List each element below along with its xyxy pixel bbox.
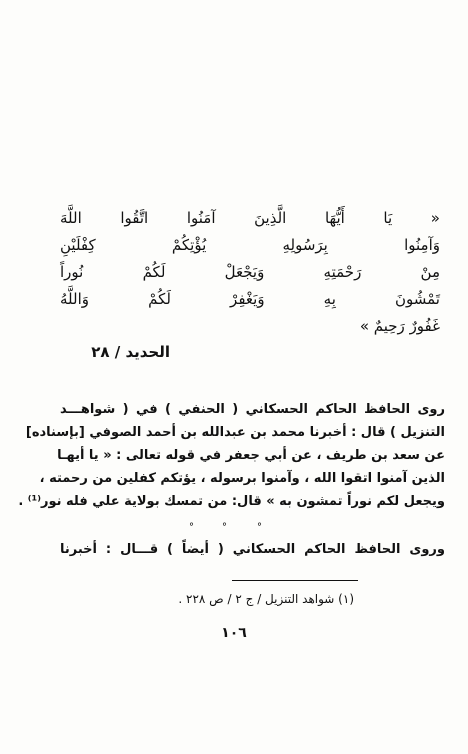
separator-mark: ° (222, 522, 227, 533)
verse-line: مِنْ رَحْمَتِهِ وَيَجْعَلْ لَكُمْ نُوراً (60, 263, 440, 281)
page-number: ١٠٦ (221, 625, 247, 641)
narration-line: الذين آمنوا اتقوا الله ، وآمنوا برسوله ، يؤتكم كفلين من رحمته ، (39, 471, 445, 486)
verse-line: تَمْشُونَ بِهِ وَيَغْفِرْ لَكُمْ وَاللَّهُ (60, 290, 440, 308)
verse-reference: الحديد / ٢٨ (91, 343, 170, 361)
narration-line: روى الحافظ الحاكم الحسكاني ( الحنفي ) في ( شواهـــد (60, 402, 445, 417)
narration-line: ويجعل لكم نوراً تمشون به » قال: من تمسك بولاية علي فله نور⁽¹⁾ . (18, 494, 445, 509)
section-separator (0, 522, 468, 534)
narration-continuation: وروى الحافظ الحاكم الحسكاني ( أيضاً ) قـــال : أخبرنا (60, 542, 445, 557)
verse-line: وَآمِنُوا بِرَسُولِهِ يُؤْتِكُمْ كِفْلَيْنِ (60, 236, 440, 254)
footnote: (١) شواهد التنزيل / ج ٢ / ص ٢٢٨ . (178, 592, 354, 606)
narration-line: التنزيل ) قال : أخبرنا محمد بن عبدالله بن أحمد الصوفي [بإسناده] (25, 425, 445, 440)
separator-mark: ° (189, 522, 194, 533)
footnote-divider (232, 580, 358, 581)
separator-mark: ° (257, 522, 262, 533)
narration-line: عن سعد بن طريف ، عن أبي جعفر في قوله تعالى : « يا أيهـا (57, 448, 445, 463)
narration-paragraph (18, 398, 445, 513)
quran-verse (60, 205, 440, 340)
verse-line: « يَا أَيُّهَا الَّذِينَ آمَنُوا اتَّقُوا اللَّهَ (60, 209, 440, 227)
verse-line: غَفُورٌ رَحِيمٌ » (359, 317, 440, 335)
